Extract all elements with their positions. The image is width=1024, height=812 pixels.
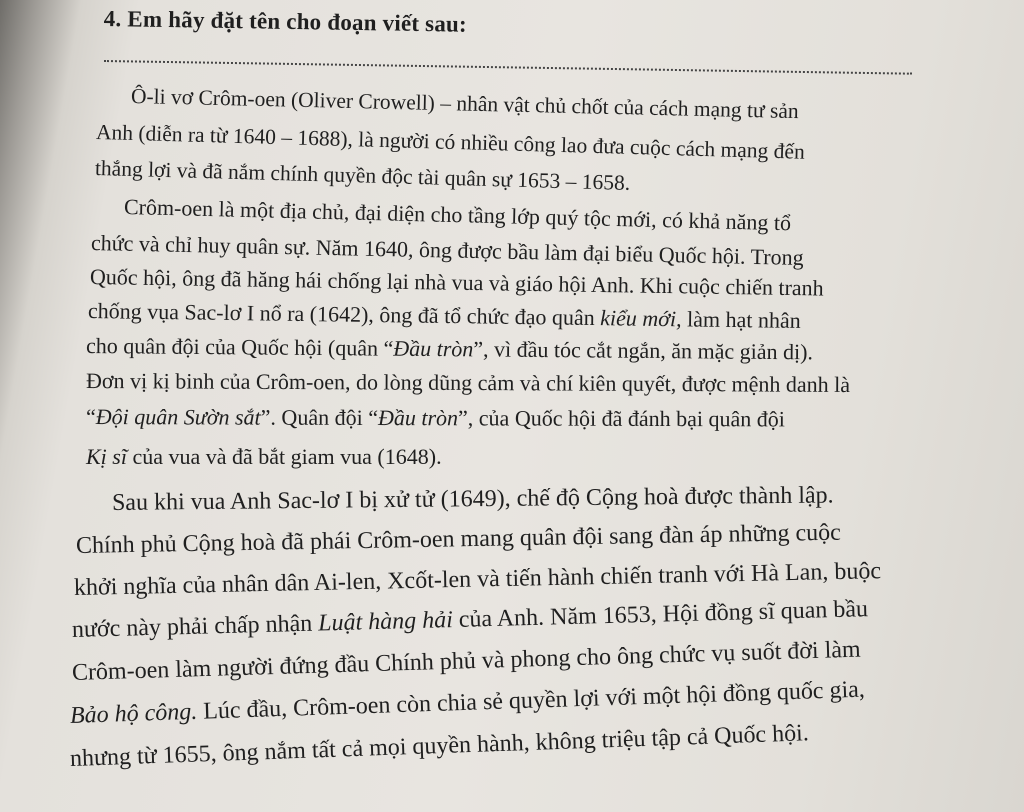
text-line: nhưng từ 1655, ông nắm tất cả mọi quyền hành, không triệu tập cả Quốc hội.	[69, 720, 810, 772]
italic-term: Bảo hộ công.	[69, 698, 198, 729]
question-heading: 4. Em hãy đặt tên cho đoạn viết sau:	[103, 6, 468, 37]
text-line: chức và chỉ huy quân sự. Năm 1640, ông được bầu làm đại biểu Quốc hội. Trong	[90, 230, 804, 270]
italic-term: Đội quân Sườn sắt	[95, 404, 261, 430]
text-line: Sau khi vua Anh Sac-lơ I bị xử tử (1649), chế độ Cộng hoà được thành lập.	[111, 482, 834, 516]
text-line: Chính phủ Cộng hoà đã phái Crôm-oen mang quân đội sang đàn áp những cuộc	[75, 519, 841, 559]
italic-term: kiểu mới,	[600, 305, 682, 332]
text-line: Quốc hội, ông đã hăng hái chống lại nhà vua và giáo hội Anh. Khi cuộc chiến tranh	[89, 264, 824, 301]
text-line: Bảo hộ công. Lúc đầu, Crôm-oen còn chia sẻ quyền lợi với một hội đồng quốc gia,	[69, 676, 866, 729]
text-line: “Đội quân Sườn sắt”. Quân đội “Đầu tròn”, của Quốc hội đã đánh bại quân đội	[85, 404, 785, 432]
text-line: Kị sĩ của vua và đã bắt giam vua (1648).	[86, 444, 442, 469]
text-line: Ô-li vơ Crôm-oen (Oliver Crowell) – nhân vật chủ chốt của cách mạng tư sản	[130, 84, 799, 124]
text-line: nước này phải chấp nhận Luật hàng hải của Anh. Năm 1653, Hội đồng sĩ quan bầu	[71, 596, 869, 643]
text-line: chống vụa Sac-lơ I nổ ra (1642), ông đã tổ chức đạo quân kiểu mới, làm hạt nhân	[87, 298, 801, 333]
text-line: khởi nghĩa của nhân dân Ai-len, Xcốt-len và tiến hành chiến tranh với Hà Lan, buộc	[73, 558, 882, 601]
text-line: Crôm-oen là một địa chủ, đại diện cho tầng lớp quý tộc mới, có khả năng tổ	[123, 194, 792, 236]
text-line: Đơn vị kị binh của Crôm-oen, do lòng dũng cảm và chí kiên quyết, được mệnh danh là	[85, 368, 851, 398]
italic-term: Luật hàng hải	[317, 607, 454, 637]
text-line: Crôm-oen làm người đứng đầu Chính phủ và phong cho ông chức vụ suốt đời làm	[71, 636, 862, 686]
text-line: cho quân đội của Quốc hội (quân “Đầu tròn”, vì đầu tóc cắt ngắn, ăn mặc giản dị).	[85, 333, 814, 365]
answer-dotted-line[interactable]	[104, 60, 912, 75]
italic-term: Đầu tròn	[393, 335, 474, 362]
italic-term: Đầu tròn	[377, 405, 459, 431]
text-line: thắng lợi và đã nắm chính quyền độc tài quân sự 1653 – 1658.	[94, 156, 631, 195]
italic-term: Kị sĩ	[86, 444, 127, 469]
text-line: Anh (diễn ra từ 1640 – 1688), là người có nhiều công lao đưa cuộc cách mạng đến	[95, 120, 806, 164]
